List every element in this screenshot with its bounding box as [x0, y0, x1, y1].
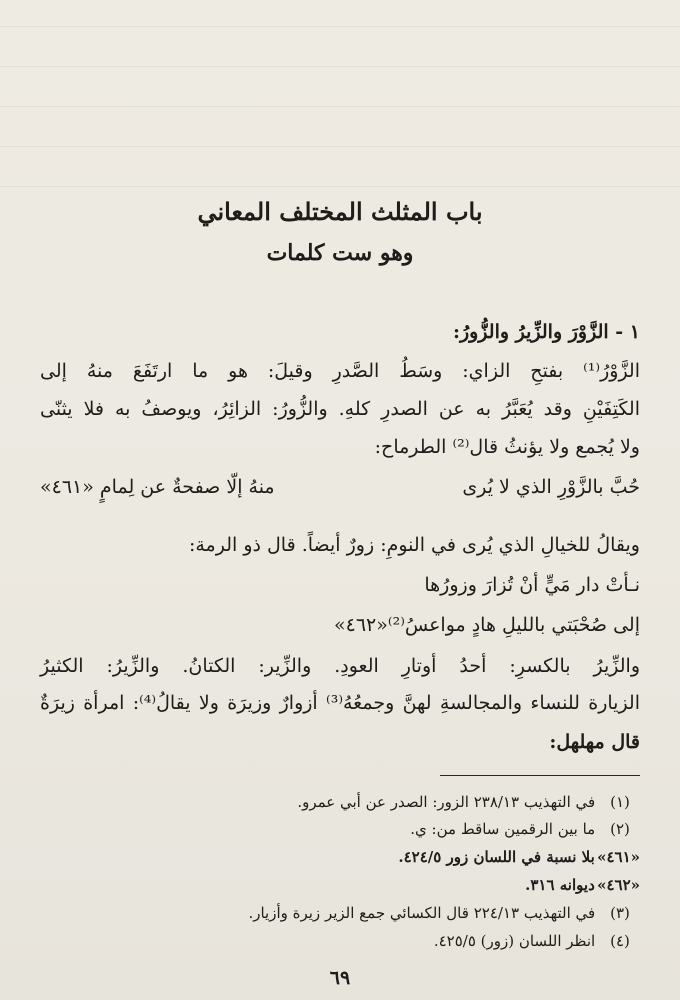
bleed-through-text	[0, 0, 680, 190]
footnote-number: (٢)	[610, 820, 630, 838]
paragraph-line: الزيارة للنساء والمجالسةِ لهنَّ وجمعُهُ⁽³⁾ أزوارٌ وزيرَة ولا يقالُ⁽⁴⁾: امرأة زيرَةٌ	[40, 692, 640, 714]
footnote	[40, 791, 640, 813]
verse-hemistich-second: منهُ إلّا صفحةٌ عن لِمامٍ «٤٦١»	[40, 476, 275, 498]
footnote-number: (١)	[610, 793, 630, 811]
footnote-text: ديوانه ٣١٦.	[525, 876, 595, 894]
footnote-number: (٣)	[610, 904, 630, 922]
footnote-divider	[440, 775, 640, 776]
footnote-text: في التهذيب ٢٣٨/١٣ الزور: الصدر عن أبي عمرو.	[297, 793, 596, 811]
footnote-text: في التهذيب ٢٢٤/١٣ قال الكسائي جمع الزير زيرة وأزيار.	[248, 904, 596, 922]
verse-line: نـأتْ دار مَيٍّ أنْ تُزارَ وزورُها	[424, 574, 640, 596]
footnote	[40, 902, 640, 924]
page-number: ٦٩	[329, 967, 351, 989]
chapter-title: باب المثلث المختلف المعاني	[197, 197, 483, 226]
paragraph-line: قال مهلهل:	[549, 731, 640, 753]
footnote-text: انظر اللسان (زور) ٤٢٥/٥.	[433, 932, 596, 950]
chapter-subtitle: وهو ست كلمات	[266, 240, 414, 266]
paragraph-line: ولا يُجمع ولا يؤنثُ قال⁽²⁾ الطرماح:	[374, 436, 640, 458]
footnote-text: بلا نسبة في اللسان زور ٤٢٤/٥.	[398, 848, 595, 866]
footnote-number: «٤٦١»	[597, 848, 640, 866]
footnote	[40, 930, 640, 952]
paragraph-line: والزِّيرُ بالكسرِ: أحدُ أوتارِ العودِ. والزِّير: الكتانُ. والزِّيرُ: الكثيرُ	[40, 655, 640, 677]
footnote	[40, 846, 640, 868]
paragraph-line: ويقالُ للخيالِ الذي يُرى في النومِ: زورٌ أيضاً. قال ذو الرمة:	[188, 534, 640, 556]
paragraph-line: الكَتِفَيْنِ وقد يُعَبَّرُ به عن الصدرِ كلهِ. والزُّورُ: الزائِرُ، ويوصفُ به فلا يثنّى	[40, 398, 640, 420]
entry-heading: ١ - الزَّوْرَ والزِّيرُ والزُّورُ:	[452, 321, 640, 343]
verse-hemistich-first: حُبَّ بالزَّوْرِ الذي لا يُرى	[462, 476, 640, 498]
footnote-text: ما بين الرقمين ساقط من: ي.	[410, 820, 596, 838]
footnote-number: (٤)	[610, 932, 630, 950]
verse-line: إلى صُحْبَتي بالليلِ هادٍ مواعسُ⁽²⁾«٤٦٢»	[334, 614, 640, 636]
footnote	[40, 874, 640, 896]
footnote	[40, 818, 640, 840]
paragraph-line: الزَّوْرُ⁽¹⁾ بفتحِ الزاي: وسَطُ الصَّدرِ وقيلَ: هو ما ارتَفَعَ منهُ إلى	[40, 360, 640, 382]
footnote-number: «٤٦٢»	[597, 876, 640, 894]
